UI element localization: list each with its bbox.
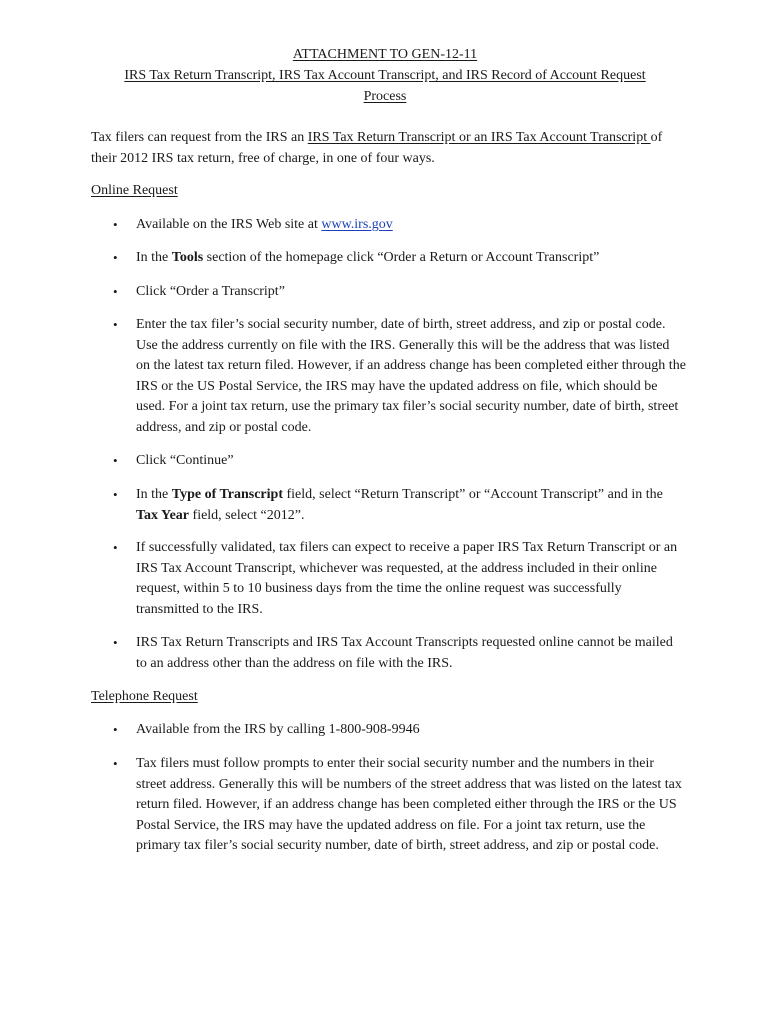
list-item-text: section of the homepage click “Order a Return or Account Transcript” — [203, 250, 600, 265]
list-item-text: field, select “2012”. — [189, 507, 305, 523]
list-item — [91, 754, 691, 857]
bullet-icon: • — [113, 635, 118, 650]
document-title-line-2: Process — [363, 88, 407, 104]
intro-prefix: Tax filers can request from the IRS an — [91, 130, 308, 145]
list-item-text: Enter the tax filer’s social security number, date of birth, street address, and zip or postal code. Use the address currently on file with the IRS. Generally this will be the address that was listed on the latest tax return filed. However, if an address change has been completed either through the IRS or the US Postal Service, the IRS may have the updated address on file, which should be used. For a joint tax return, use the primary tax filer’s social security number, date of birth, street address, and zip or postal code. — [136, 317, 686, 435]
list-item — [91, 720, 691, 741]
list-item-text: In the — [136, 250, 172, 265]
list-item — [91, 451, 691, 472]
online-request-heading: Online Request — [91, 183, 178, 198]
bullet-icon: • — [113, 317, 118, 332]
attachment-title: ATTACHMENT TO GEN-12-11 — [292, 47, 478, 62]
document-title-line-1: IRS Tax Return Transcript, IRS Tax Account Transcript, and IRS Record of Account Request — [124, 68, 646, 83]
intro-underlined-text: IRS Tax Return Transcript or an IRS Tax Account Transcript — [307, 130, 651, 145]
list-item-text: Available from the IRS by calling 1-800-908-9946 — [136, 722, 420, 737]
list-item — [91, 215, 691, 236]
list-item — [91, 248, 691, 269]
intro-paragraph — [91, 128, 691, 169]
list-item-text: In the — [136, 487, 172, 502]
bullet-icon: • — [113, 540, 118, 555]
list-item — [91, 485, 691, 526]
list-item — [91, 315, 691, 439]
bullet-icon: • — [113, 453, 118, 468]
bullet-icon: • — [113, 250, 118, 265]
bullet-icon: • — [113, 217, 118, 232]
list-item-text: Available on the IRS Web site at — [136, 217, 322, 232]
bullet-icon: • — [113, 722, 118, 737]
list-item-text: Click “Continue” — [136, 453, 234, 468]
bullet-icon: • — [113, 284, 118, 299]
type-of-transcript-label: Type of Transcript — [171, 487, 283, 502]
list-item — [91, 282, 691, 303]
bullet-icon: • — [113, 487, 118, 502]
list-item-text: Tax filers must follow prompts to enter their social security number and the numbers in their street address. Generally this will be numbers of the street address that was listed on the latest tax return filed. However, if an address change has been completed either through the IRS or the US Postal Service, the IRS may have the updated address on file. For a joint tax return, use the primary tax filer’s social security number, date of birth, street address, and zip or postal code. — [136, 756, 682, 854]
intro-suffix: of their 2012 IRS tax return, free of charge, in one of four ways. — [91, 130, 663, 166]
tools-label: Tools — [171, 250, 204, 265]
bullet-icon: • — [113, 756, 118, 771]
telephone-request-heading: Telephone Request — [91, 689, 198, 704]
tax-year-label: Tax Year — [136, 507, 190, 523]
irs-website-link[interactable]: www.irs.gov — [321, 217, 393, 232]
list-item — [91, 633, 691, 674]
list-item-text: field, select “Return Transcript” or “Account Transcript” and in the — [283, 487, 663, 502]
list-item-text: Click “Order a Transcript” — [136, 284, 285, 299]
list-item — [91, 538, 691, 620]
list-item-text: If successfully validated, tax filers can expect to receive a paper IRS Tax Return Transcript or an IRS Tax Account Transcript, whichever was requested, at the address included in their online request, within 5 to 10 business days from the time the online request was successfully transmitted to the IRS. — [136, 540, 678, 617]
document-title — [60, 66, 710, 107]
list-item-text: IRS Tax Return Transcripts and IRS Tax Account Transcripts requested online cannot be mailed to an address other than the address on file with the IRS. — [136, 635, 673, 671]
